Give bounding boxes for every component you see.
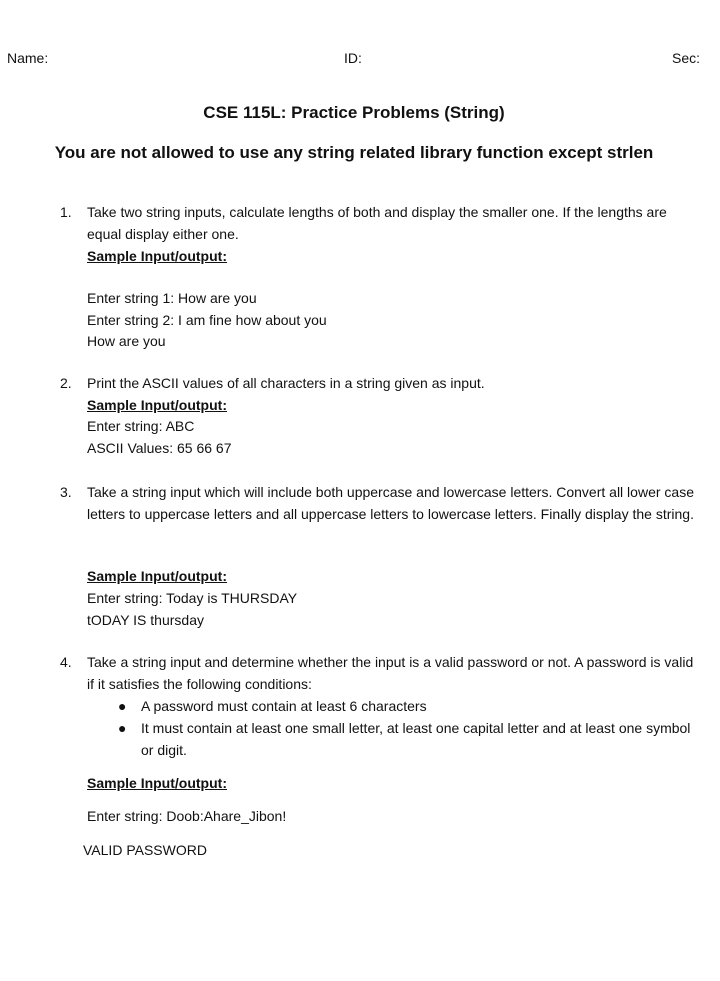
page-title: CSE 115L: Practice Problems (String)	[203, 103, 505, 122]
id-label: ID:	[344, 50, 362, 66]
sample-label: Sample Input/output:	[87, 775, 227, 791]
io-line: VALID PASSWORD	[83, 842, 207, 858]
problem-number: 3.	[60, 484, 72, 500]
sec-label: Sec:	[671, 50, 700, 66]
problem-number: 2.	[60, 375, 72, 391]
problem-text: Take a string input which will include both uppercase and lowercase letters. Convert all lower case letters to uppercase letters and all uppercase letters to lowercase letters. Finally display the string.	[87, 484, 694, 522]
rule-statement: You are not allowed to use any string related library function except strlen	[54, 143, 654, 162]
condition-item: It must contain at least one small letter, at least one capital letter and at least one symbol or digit.	[141, 720, 691, 758]
condition-item: A password must contain at least 6 characters	[141, 698, 427, 714]
sample-label: Sample Input/output:	[87, 397, 227, 413]
problem-text: Print the ASCII values of all characters in a string given as input.	[87, 375, 485, 391]
io-line: Enter string: ABC	[87, 418, 195, 434]
io-line: Enter string: Today is THURSDAY	[87, 590, 298, 606]
io-line: ASCII Values: 65 66 67	[87, 440, 232, 456]
problem-text: Take a string input and determine whether the input is a valid password or not. A password is valid if it satisfies the following conditions:	[87, 654, 694, 692]
sample-label: Sample Input/output:	[87, 248, 227, 264]
bullet-icon: ●	[118, 720, 127, 736]
problem-number: 4.	[60, 654, 72, 670]
io-line: Enter string: Doob:Ahare_Jibon!	[87, 808, 287, 824]
problem-number: 1.	[60, 204, 72, 220]
bullet-icon: ●	[118, 698, 127, 714]
name-label: Name:	[7, 50, 49, 66]
io-line: Enter string 2: I am fine how about you	[87, 312, 327, 328]
io-line: tODAY IS thursday	[87, 612, 204, 628]
sample-label: Sample Input/output:	[87, 568, 227, 584]
io-line: How are you	[87, 333, 166, 349]
io-line: Enter string 1: How are you	[87, 290, 257, 306]
problem-text: Take two string inputs, calculate lengths of both and display the smaller one. If the lengths are equal display either one.	[87, 204, 667, 242]
